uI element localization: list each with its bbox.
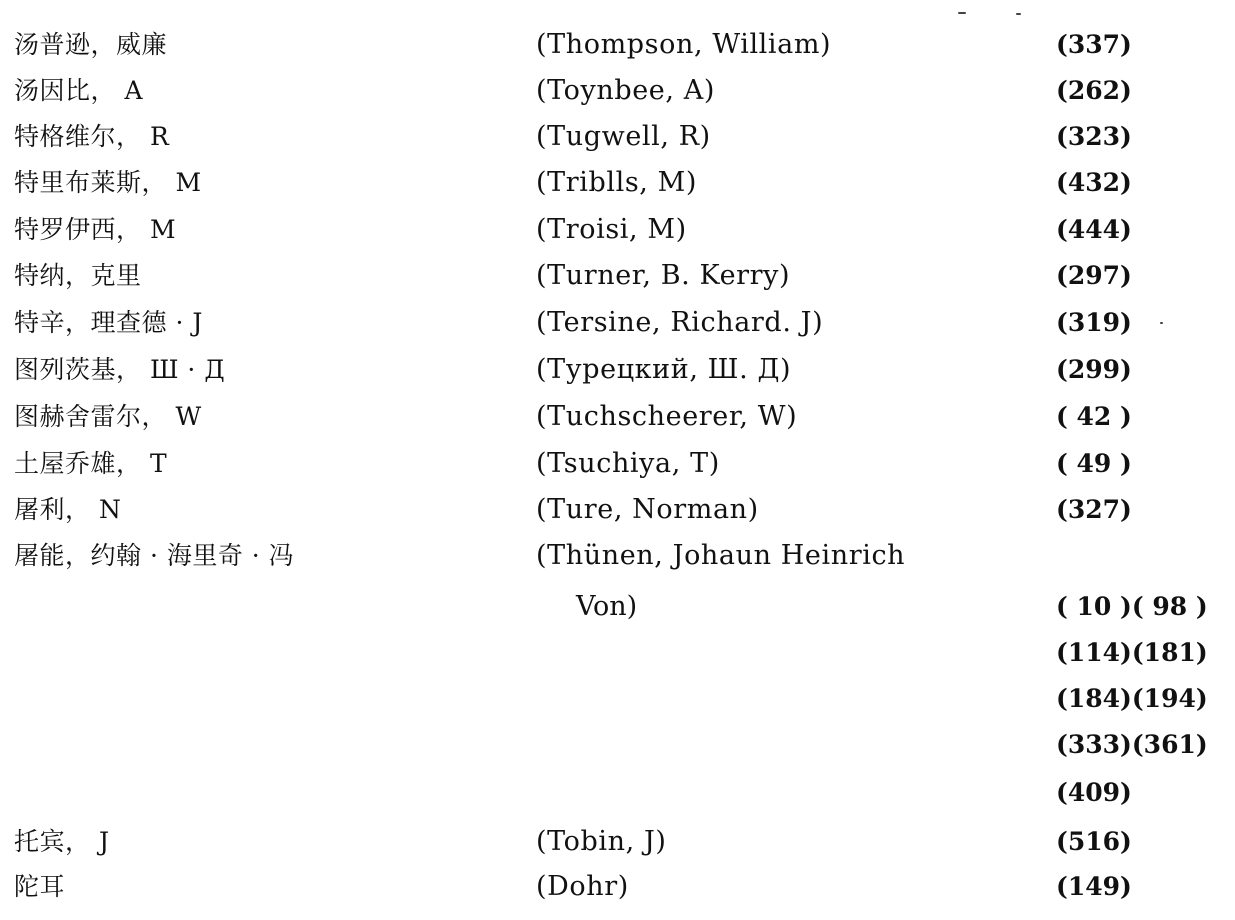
entry-page-refs: (337) (1056, 30, 1132, 59)
entry-original-name: (Tobin, J) (536, 826, 667, 857)
entry-page-refs: (149) (1056, 872, 1132, 901)
index-entry (0, 22, 1235, 68)
entry-page-refs: (432) (1056, 168, 1132, 197)
entry-chinese-name: 特辛，理查德 · J (14, 308, 203, 337)
scan-speck (958, 12, 966, 14)
entry-chinese-name: 陀耳 (14, 872, 66, 901)
index-entry (0, 253, 1235, 299)
entry-page-refs: (297) (1056, 261, 1132, 290)
entry-chinese-name: 特里布莱斯， M (14, 168, 202, 197)
entry-page-refs: (333)(361) (1056, 730, 1208, 759)
index-entry-continuation (0, 584, 1235, 630)
index-entry (0, 533, 1235, 579)
index-entry (0, 114, 1235, 160)
index-entry-continuation (0, 722, 1235, 768)
entry-original-name: (Ture, Norman) (536, 494, 759, 525)
entry-page-refs: ( 49 ) (1056, 449, 1132, 478)
entry-original-name: (Dohr) (536, 871, 629, 902)
scan-speck (1016, 13, 1021, 15)
index-entry (0, 207, 1235, 253)
entry-original-name: (Toynbee, A) (536, 75, 715, 106)
entry-original-name: (Tuchscheerer, W) (536, 401, 798, 432)
index-entry-continuation (0, 676, 1235, 722)
entry-page-refs: (262) (1056, 76, 1132, 105)
entry-page-refs: (444) (1056, 215, 1132, 244)
entry-original-name: (Troisi, M) (536, 214, 687, 245)
entry-original-name: (Turner, B. Kerry) (536, 260, 791, 291)
index-entry-continuation (0, 770, 1235, 816)
entry-chinese-name: 屠利， N (14, 495, 122, 524)
index-entry (0, 819, 1235, 865)
entry-page-refs: (114)(181) (1056, 638, 1208, 667)
index-entry (0, 487, 1235, 533)
index-entry-continuation (0, 630, 1235, 676)
index-entry (0, 394, 1235, 440)
entry-chinese-name: 特纳，克里 (14, 261, 142, 290)
index-entry (0, 864, 1235, 910)
index-entry (0, 347, 1235, 393)
index-entry (0, 160, 1235, 206)
entry-page-refs: ( 10 )( 98 ) (1056, 592, 1208, 621)
entry-page-refs: (299) (1056, 355, 1132, 384)
entry-original-name: (Турецкий, Ш. Д) (536, 354, 792, 385)
entry-original-name: (Tugwell, R) (536, 121, 711, 152)
index-entry (0, 300, 1235, 346)
entry-original-name: (Triblls, M) (536, 167, 698, 198)
entry-page-refs: (516) (1056, 827, 1132, 856)
entry-page-refs: (409) (1056, 778, 1132, 807)
entry-page-refs: (327) (1056, 495, 1132, 524)
entry-page-refs: (323) (1056, 122, 1132, 151)
index-entry (0, 68, 1235, 114)
entry-chinese-name: 托宾， J (14, 827, 110, 856)
entry-page-refs: (184)(194) (1056, 684, 1208, 713)
entry-chinese-name: 图赫舍雷尔， W (14, 402, 202, 431)
entry-original-name: (Tersine, Richard. J) (536, 307, 824, 338)
entry-chinese-name: 汤因比， A (14, 76, 144, 105)
entry-chinese-name: 屠能，约翰 · 海里奇 · 冯 (14, 541, 295, 570)
entry-original-name: (Thünen, Johaun Heinrich (536, 540, 906, 571)
entry-chinese-name: 图列茨基， Ш · Д (14, 355, 226, 384)
entry-chinese-name: 特格维尔， R (14, 122, 170, 151)
entry-chinese-name: 汤普逊，威廉 (14, 30, 168, 59)
entry-page-refs: ( 42 ) (1056, 402, 1132, 431)
entry-original-name-continued: Von) (576, 591, 638, 622)
entry-chinese-name: 土屋乔雄， T (14, 449, 168, 478)
index-entry (0, 441, 1235, 487)
entry-original-name: (Thompson, William) (536, 29, 832, 60)
entry-original-name: (Tsuchiya, T) (536, 448, 720, 479)
entry-page-refs: (319) (1056, 308, 1132, 337)
entry-chinese-name: 特罗伊西， M (14, 215, 177, 244)
